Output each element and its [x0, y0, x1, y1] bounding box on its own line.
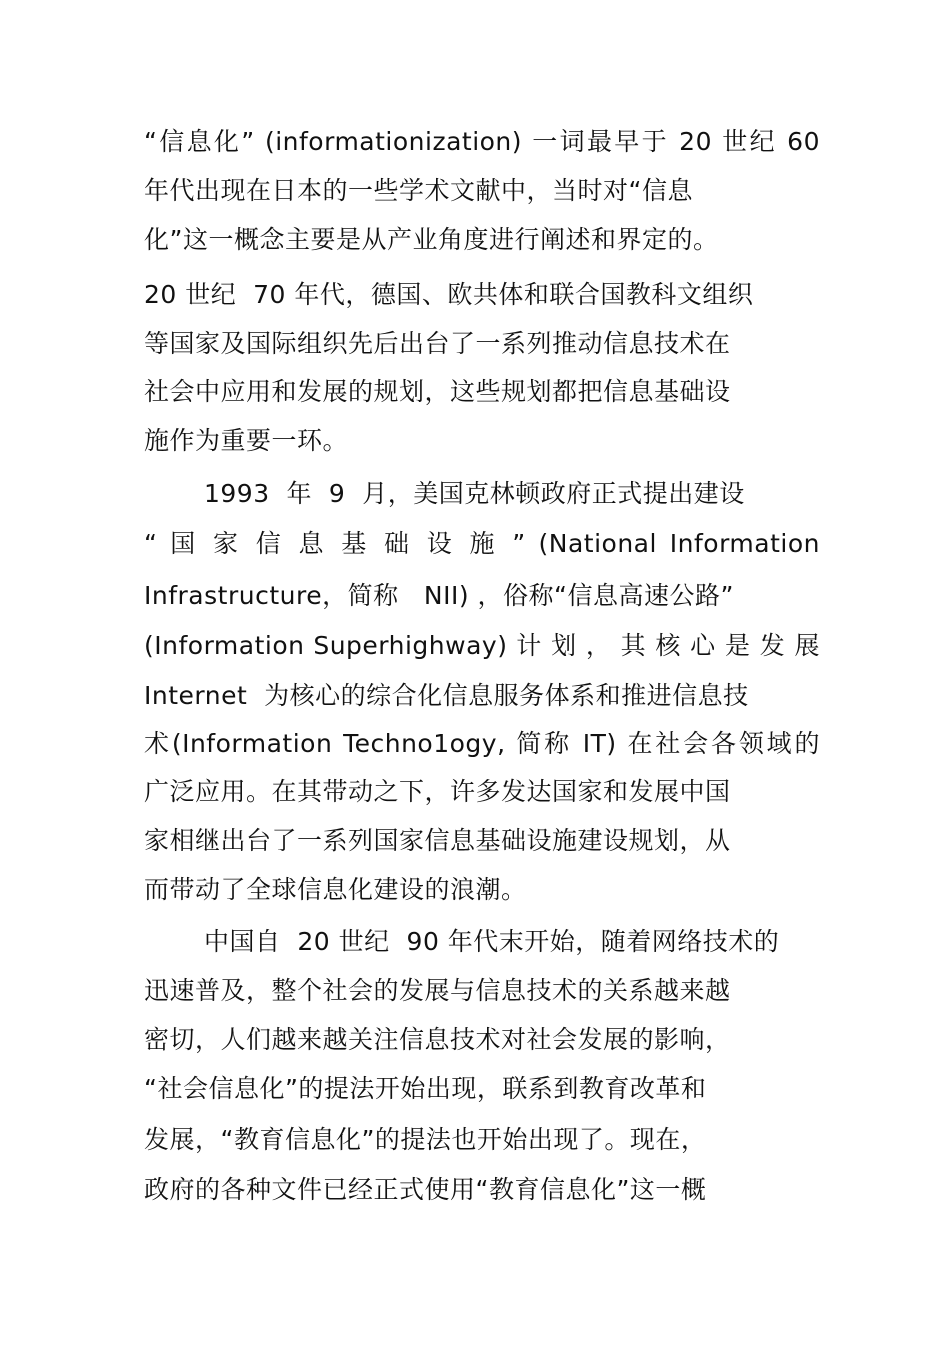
text-line: Infrastructure，简称 NII) ，俗称“信息高速公路” [144, 581, 734, 610]
text-line: 社会中应用和发展的规划，这些规划都把信息基础设 [144, 377, 731, 406]
text-line: “ 国 家 信 息 基 础 设 施 ” (National Information [144, 529, 820, 558]
text-line: 迅速普及，整个社会的发展与信息技术的关系越来越 [144, 976, 731, 1005]
text-line: (Information Superhighway) 计 划 ， 其 核 心 是 发 展 [144, 631, 820, 660]
text-line: Internet 为核心的综合化信息服务体系和推进信息技 [144, 681, 749, 710]
text-line: 广泛应用。在其带动之下，许多发达国家和发展中国 [144, 777, 731, 806]
text-line: “社会信息化”的提法开始出现，联系到教育改革和 [144, 1074, 707, 1103]
text-line: 政府的各种文件已经正式使用“教育信息化”这一概 [144, 1175, 707, 1204]
text-line: 中国自 20 世纪 90 年代末开始，随着网络技术的 [204, 927, 780, 956]
text-line: 而带动了全球信息化建设的浪潮。 [144, 875, 527, 904]
text-line: 家相继出台了一系列国家信息基础设施建设规划，从 [144, 826, 731, 855]
text-line: 20 世纪 70 年代，德国、欧共体和联合国教科文组织 [144, 280, 754, 309]
text-line: “信息化” (informationization) 一词最早于 20 世纪 60 [144, 127, 820, 156]
text-line: 密切，人们越来越关注信息技术对社会发展的影响， [144, 1025, 731, 1054]
text-line: 年代出现在日本的一些学术文献中，当时对“信息 [144, 176, 693, 205]
text-line: 施作为重要一环。 [144, 426, 349, 455]
text-line: 化”这一概念主要是从产业角度进行阐述和界定的。 [144, 225, 719, 254]
text-line: 术(Information Techno1ogy, 简称 IT) 在社会各领域的 [144, 729, 820, 758]
text-line: 1993 年 9 月，美国克林顿政府正式提出建设 [204, 479, 745, 508]
text-line: 发展，“教育信息化”的提法也开始出现了。现在， [144, 1125, 707, 1154]
text-line: 等国家及国际组织先后出台了一系列推动信息技术在 [144, 329, 731, 358]
